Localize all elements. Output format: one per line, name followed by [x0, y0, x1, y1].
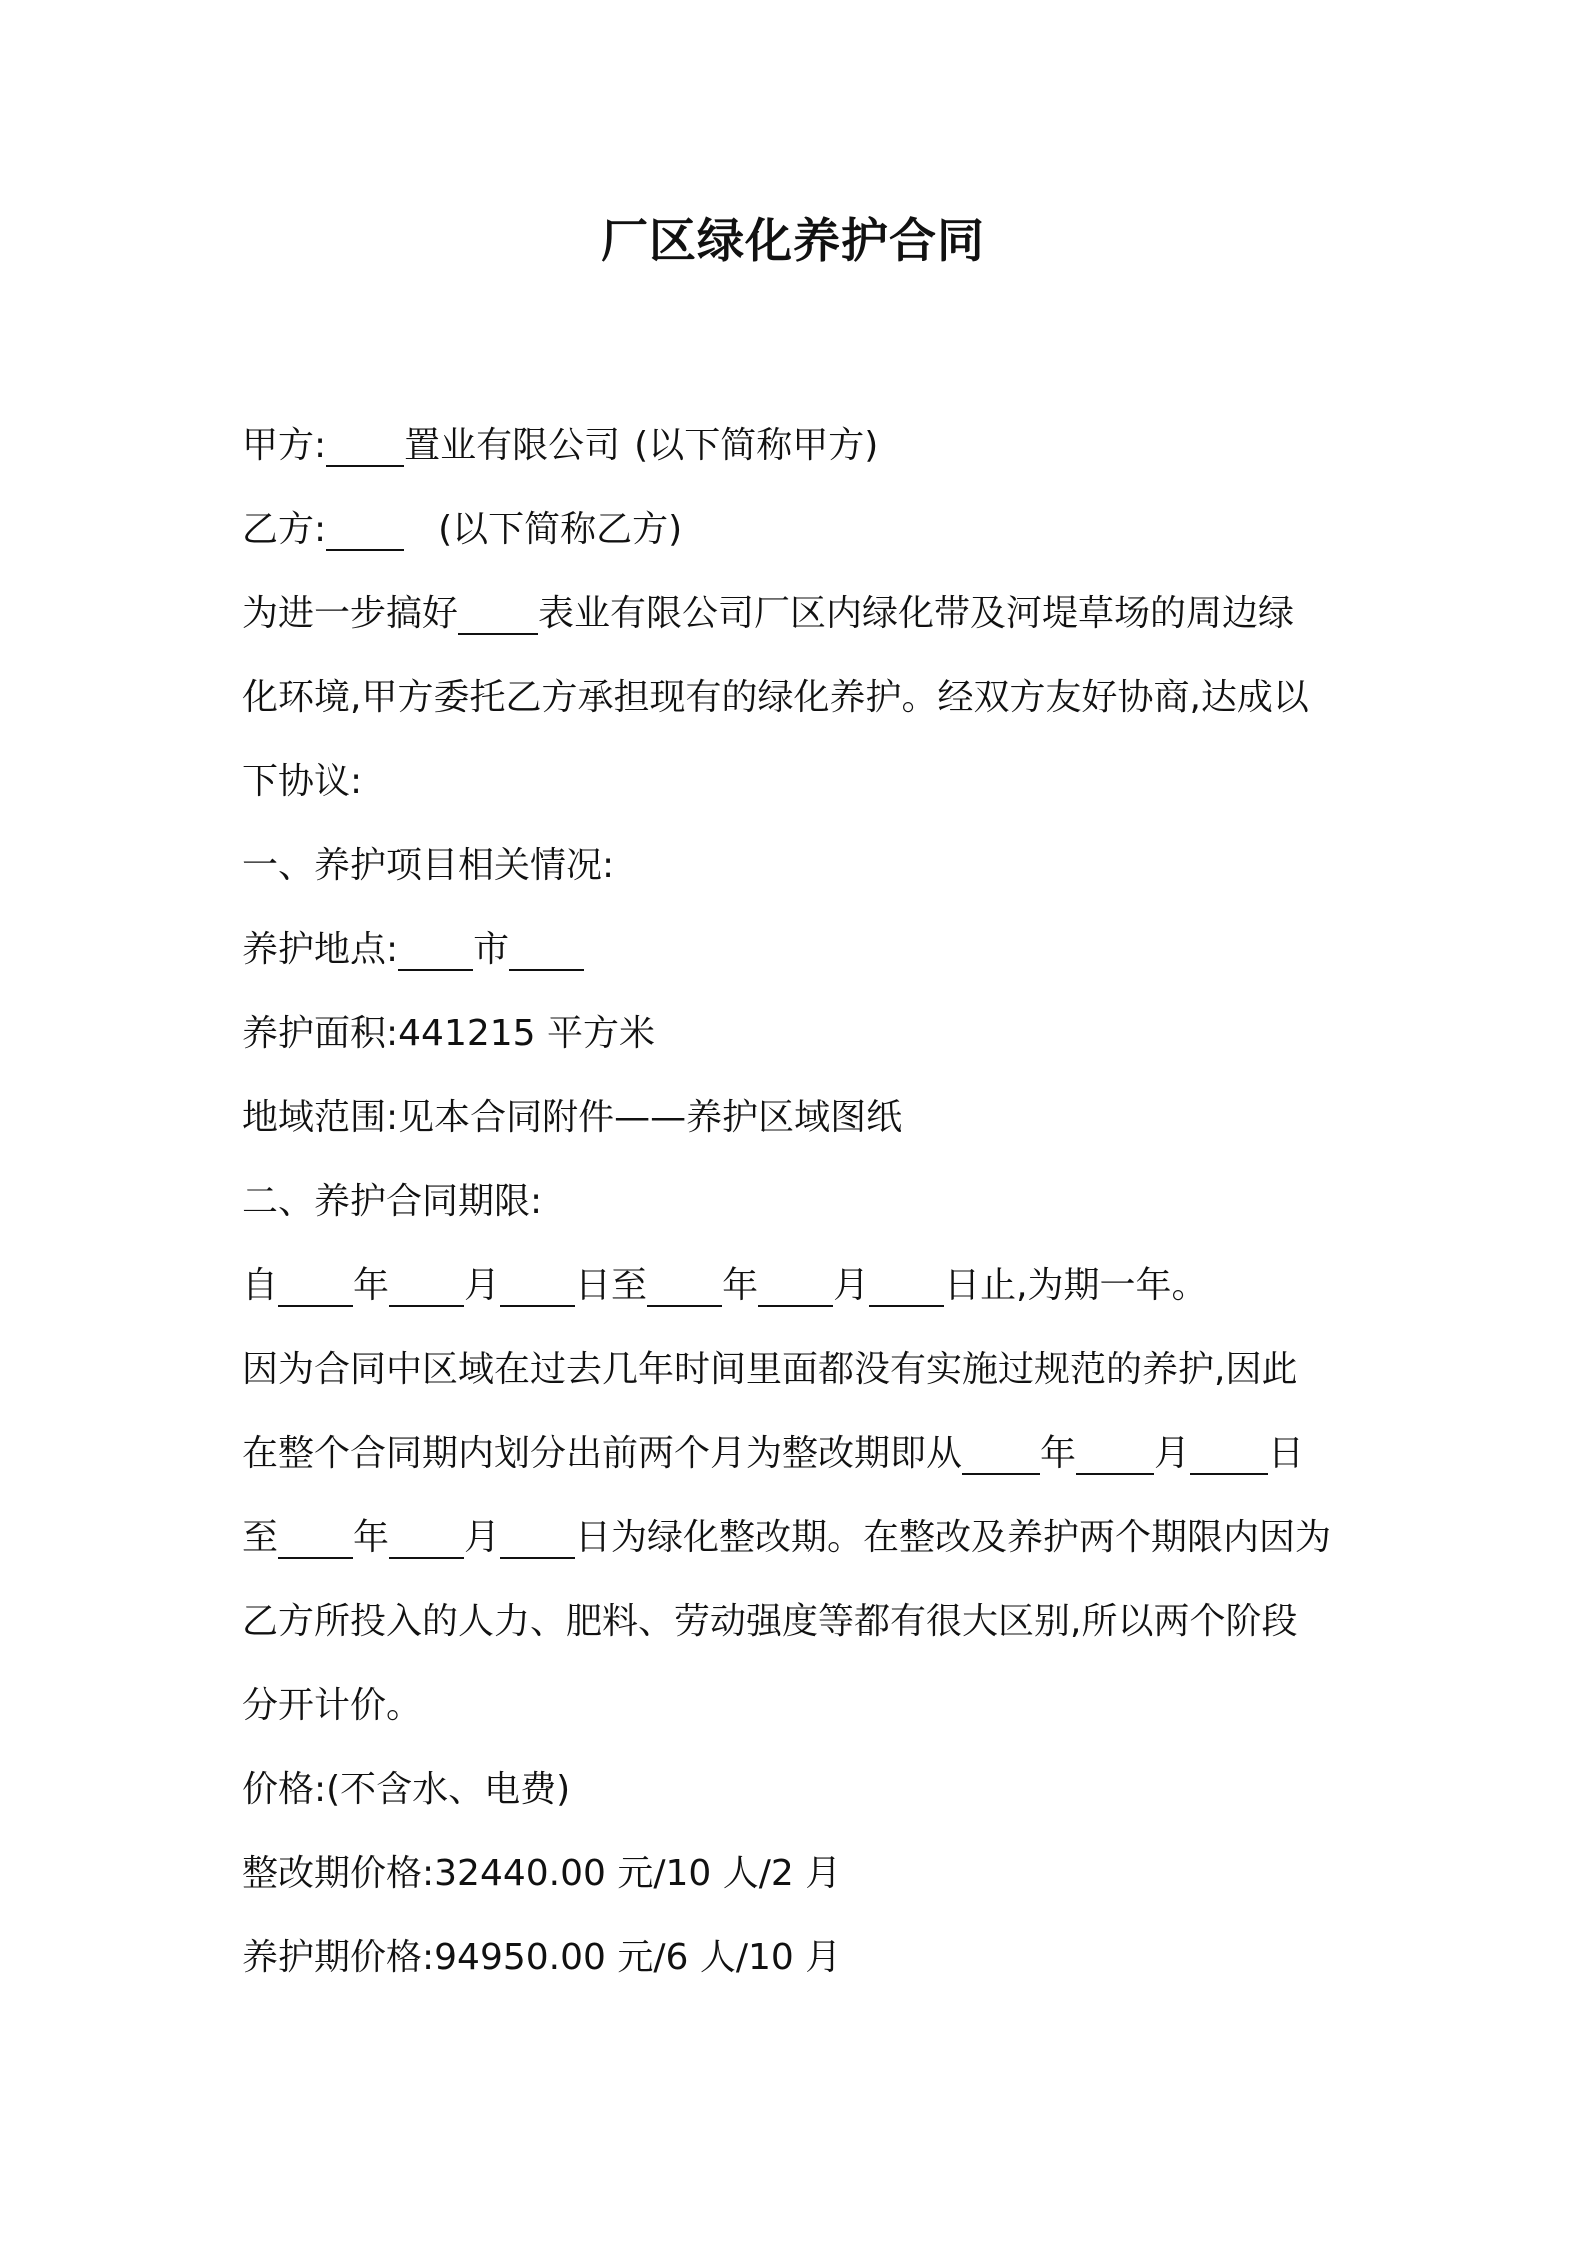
period-blank-3 — [500, 1259, 575, 1307]
scope-line: 地域范围:见本合同附件——养护区域图纸 — [242, 1097, 903, 1138]
rect-start-blank-2 — [1076, 1427, 1154, 1475]
rect-start-blank-1 — [962, 1427, 1040, 1475]
rect-end-blank-2 — [389, 1511, 464, 1559]
period-day-to: 日至 — [575, 1265, 648, 1306]
party-b-line — [242, 488, 1358, 572]
reason-line-2 — [242, 1412, 1358, 1496]
party-b-label: 乙方: — [242, 509, 327, 550]
intro-text-a: 为进一步搞好 — [242, 593, 459, 634]
location-city: 市 — [473, 929, 510, 970]
intro-line-2: 化环境,甲方委托乙方承担现有的绿化养护。经双方友好协商,达成以 — [242, 677, 1309, 718]
company-blank — [458, 587, 538, 635]
location-blank-1 — [398, 923, 473, 971]
rect-to: 至 — [242, 1517, 279, 1558]
party-a-note: (以下简称甲方) — [634, 425, 879, 466]
reason-line-3 — [242, 1496, 1358, 1580]
intro-text-b: 表业有限公司厂区内绿化带及河堤草场的周边绿 — [538, 593, 1295, 634]
party-a-line — [242, 404, 1358, 488]
rect-end-blank-3 — [500, 1511, 575, 1559]
period-blank-1 — [278, 1259, 353, 1307]
period-blank-5 — [758, 1259, 833, 1307]
period-year: 年 — [353, 1265, 390, 1306]
party-a-name: 置业有限公司 — [404, 425, 621, 466]
period-month: 月 — [464, 1265, 501, 1306]
reason-line-5: 分开计价。 — [242, 1685, 423, 1726]
rect-end-month: 月 — [464, 1517, 501, 1558]
period-line — [242, 1244, 1358, 1328]
period-blank-2 — [389, 1259, 464, 1307]
period-month-2: 月 — [833, 1265, 870, 1306]
section-1-heading: 一、养护项目相关情况: — [242, 845, 615, 886]
rect-end-text: 日为绿化整改期。在整改及养护两个期限内因为 — [575, 1517, 1332, 1558]
location-label: 养护地点: — [242, 929, 399, 970]
period-end: 日止,为期一年。 — [944, 1265, 1208, 1306]
intro-line-3: 下协议: — [242, 761, 363, 802]
rect-end-blank-1 — [278, 1511, 353, 1559]
location-blank-2 — [509, 923, 584, 971]
document-body — [242, 404, 1358, 2000]
period-from: 自 — [242, 1265, 279, 1306]
rect-start-year: 年 — [1040, 1433, 1077, 1474]
intro-line-1 — [242, 572, 1358, 656]
period-blank-4 — [647, 1259, 722, 1307]
reason-line-4: 乙方所投入的人力、肥料、劳动强度等都有很大区别,所以两个阶段 — [242, 1601, 1298, 1642]
rect-start-blank-3 — [1190, 1427, 1268, 1475]
area-line: 养护面积:441215 平方米 — [242, 1013, 655, 1054]
rect-end-year: 年 — [353, 1517, 390, 1558]
period-year-2: 年 — [722, 1265, 759, 1306]
rectification-price: 整改期价格:32440.00 元/10 人/2 月 — [242, 1853, 842, 1894]
price-label: 价格:(不含水、电费) — [242, 1769, 571, 1810]
location-line — [242, 908, 1358, 992]
party-b-note: (以下简称乙方) — [438, 509, 683, 550]
rect-start-month: 月 — [1154, 1433, 1191, 1474]
document-title: 厂区绿化养护合同 — [601, 214, 985, 269]
reason-line-1: 因为合同中区域在过去几年时间里面都没有实施过规范的养护,因此 — [242, 1349, 1298, 1390]
maintenance-price: 养护期价格:94950.00 元/6 人/10 月 — [242, 1937, 842, 1978]
period-blank-6 — [869, 1259, 944, 1307]
party-a-label: 甲方: — [242, 425, 327, 466]
rect-start-day: 日 — [1268, 1433, 1305, 1474]
party-a-blank — [326, 419, 404, 467]
section-2-heading: 二、养护合同期限: — [242, 1181, 543, 1222]
party-b-blank — [326, 503, 404, 551]
reason-text: 在整个合同期内划分出前两个月为整改期即从 — [242, 1433, 963, 1474]
